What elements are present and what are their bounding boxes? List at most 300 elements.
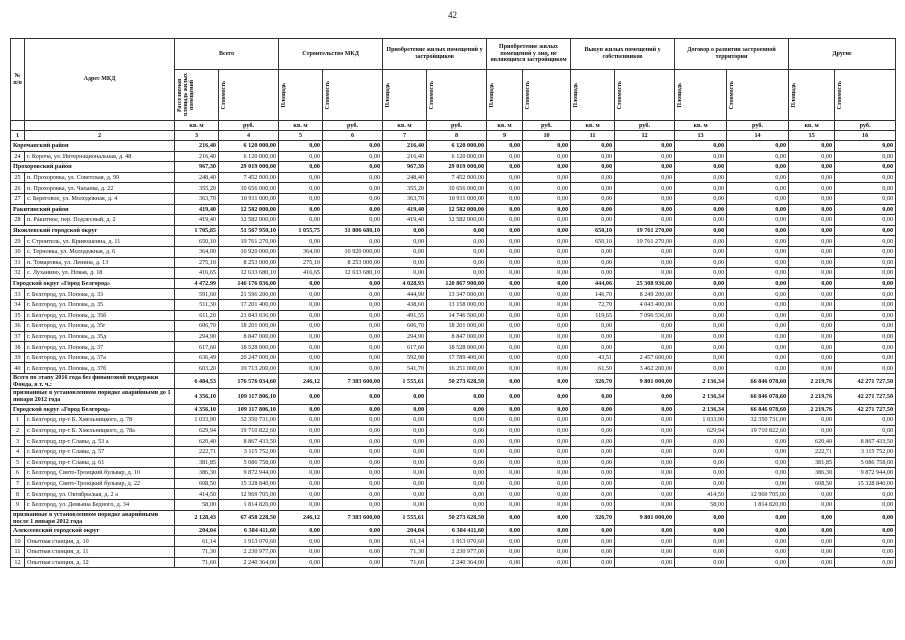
value-cell: 0,00 <box>727 557 789 568</box>
column-number: 14 <box>727 131 789 141</box>
column-number: 10 <box>523 131 571 141</box>
value-cell: 0,00 <box>487 389 523 404</box>
row-number: 4 <box>11 446 25 457</box>
value-cell: 0,00 <box>279 215 323 226</box>
value-cell: 51 567 950,10 <box>219 225 279 236</box>
value-cell: 0,00 <box>487 468 523 479</box>
value-cell: 0,00 <box>523 236 571 247</box>
value-cell: 0,00 <box>487 546 523 557</box>
table-row <box>11 468 896 479</box>
value-cell: 0,00 <box>615 499 675 510</box>
value-cell: 120 867 900,00 <box>427 278 487 289</box>
table-row <box>11 415 896 426</box>
value-cell: 0,00 <box>487 299 523 310</box>
address-cell: г. Белгород, ул. Попова, д. 35б <box>25 310 175 321</box>
value-cell: 620,40 <box>789 436 835 447</box>
value-cell: 0,00 <box>615 141 675 152</box>
value-cell: 0,00 <box>427 246 487 257</box>
value-cell: 0,00 <box>789 204 835 215</box>
value-cell: 0,00 <box>383 446 427 457</box>
value-cell: 66 846 078,60 <box>727 389 789 404</box>
value-cell: 0,00 <box>523 310 571 321</box>
value-cell: 0,00 <box>487 151 523 162</box>
value-cell: 0,00 <box>615 183 675 194</box>
value-cell: 1 814 820,00 <box>219 499 279 510</box>
value-cell: 6 384 411,60 <box>427 525 487 536</box>
value-cell: 0,00 <box>487 352 523 363</box>
value-cell: 0,00 <box>675 321 727 332</box>
value-cell: 19 761 270,00 <box>615 225 675 236</box>
value-cell: 6 120 000,00 <box>219 141 279 152</box>
value-cell: 0,00 <box>835 342 896 353</box>
value-cell: 0,00 <box>789 415 835 426</box>
value-cell: 0,00 <box>675 436 727 447</box>
summary-row <box>11 389 896 404</box>
value-cell: 0,00 <box>323 557 383 568</box>
value-cell: 4 043 400,00 <box>615 299 675 310</box>
value-cell: 61,14 <box>175 536 219 547</box>
group-row <box>11 204 896 215</box>
address-cell: г. Белгород, ул. Попова, д. 37а <box>25 352 175 363</box>
value-cell: 248,40 <box>383 172 427 183</box>
address-cell: г. Белгород, пр-т Славы, д. 61 <box>25 457 175 468</box>
value-cell: 491,55 <box>383 310 427 321</box>
value-cell: 31 806 680,10 <box>323 225 383 236</box>
address-cell: г. Белгород, ул. Октябрьская, д. 2 а <box>25 489 175 500</box>
value-cell: 1 033,90 <box>675 415 727 426</box>
value-cell: 0,00 <box>789 257 835 268</box>
value-cell: 0,00 <box>279 425 323 436</box>
value-cell: 0,00 <box>523 510 571 525</box>
value-cell: 6 120 000,00 <box>427 141 487 152</box>
value-cell: 0,00 <box>789 489 835 500</box>
table-body <box>11 141 896 568</box>
value-cell: 0,00 <box>487 204 523 215</box>
value-cell: 0,00 <box>727 546 789 557</box>
value-cell: 17 789 400,00 <box>427 352 487 363</box>
table-row <box>11 342 896 353</box>
row-number: 12 <box>11 557 25 568</box>
header-subcolumn: Стоимость <box>615 70 675 121</box>
value-cell: 0,00 <box>383 236 427 247</box>
value-cell: 1 555,61 <box>383 374 427 389</box>
value-cell: 0,00 <box>523 352 571 363</box>
table-row <box>11 425 896 436</box>
header-row-groups <box>11 39 896 70</box>
value-cell: 0,00 <box>835 215 896 226</box>
value-cell: 32 350 731,00 <box>727 415 789 426</box>
value-cell: 6 120 000,00 <box>219 151 279 162</box>
value-cell: 606,70 <box>383 321 427 332</box>
header-subcolumn: Площадь <box>789 70 835 121</box>
unit-cell: кв. м <box>675 121 727 131</box>
value-cell: 4 472,99 <box>175 278 219 289</box>
value-cell: 0,00 <box>323 404 383 415</box>
value-cell: 0,00 <box>523 525 571 536</box>
value-cell: 0,00 <box>835 525 896 536</box>
row-number: 33 <box>11 289 25 300</box>
value-cell: 0,00 <box>487 478 523 489</box>
value-cell: 0,00 <box>675 342 727 353</box>
value-cell: 0,00 <box>675 546 727 557</box>
value-cell: 275,10 <box>175 257 219 268</box>
value-cell: 0,00 <box>523 172 571 183</box>
value-cell: 0,00 <box>727 446 789 457</box>
value-cell: 0,00 <box>835 151 896 162</box>
value-cell: 0,00 <box>789 225 835 236</box>
value-cell: 19 713 200,00 <box>219 363 279 374</box>
address-cell: г. Строитель, ул. Кривошеина, д. 11 <box>25 236 175 247</box>
value-cell: 1 055,75 <box>279 225 323 236</box>
value-cell: 19 710 822,60 <box>219 425 279 436</box>
value-cell: 0,00 <box>727 257 789 268</box>
value-cell: 0,00 <box>279 204 323 215</box>
value-cell: 8 249 200,00 <box>615 289 675 300</box>
unit-cell: руб. <box>427 121 487 131</box>
value-cell: 204,04 <box>175 525 219 536</box>
value-cell: 19 761 270,00 <box>219 236 279 247</box>
value-cell: 0,00 <box>615 457 675 468</box>
value-cell: 0,00 <box>487 536 523 547</box>
group-label: Городской округ «Город Белгород» <box>11 278 175 289</box>
value-cell: 0,00 <box>523 321 571 332</box>
value-cell: 15 328 840,00 <box>219 478 279 489</box>
value-cell: 0,00 <box>279 342 323 353</box>
value-cell: 0,00 <box>279 278 323 289</box>
value-cell: 0,00 <box>487 331 523 342</box>
group-label: Корочанский район <box>11 141 175 152</box>
value-cell: 0,00 <box>427 468 487 479</box>
value-cell: 42 271 727,50 <box>835 374 896 389</box>
value-cell: 0,00 <box>427 236 487 247</box>
value-cell: 0,00 <box>279 415 323 426</box>
value-cell: 3 115 752,00 <box>219 446 279 457</box>
row-number: 10 <box>11 536 25 547</box>
value-cell: 12 582 000,00 <box>219 215 279 226</box>
value-cell: 636,49 <box>175 352 219 363</box>
value-cell: 12 582 000,00 <box>219 204 279 215</box>
group-label: Яковлевский городской округ <box>11 225 175 236</box>
row-number: 5 <box>11 457 25 468</box>
value-cell: 0,00 <box>279 436 323 447</box>
address-cell: п. Томаровка, ул. Ленина, д. 13 <box>25 257 175 268</box>
group-row <box>11 278 896 289</box>
value-cell: 0,00 <box>383 425 427 436</box>
value-cell: 2 230 977,00 <box>219 546 279 557</box>
value-cell: 216,40 <box>175 141 219 152</box>
value-cell: 0,00 <box>615 536 675 547</box>
value-cell: 10 920 000,00 <box>219 246 279 257</box>
value-cell: 0,00 <box>383 457 427 468</box>
group-row <box>11 525 896 536</box>
value-cell: 12 582 000,00 <box>427 215 487 226</box>
value-cell: 0,00 <box>615 415 675 426</box>
table-row <box>11 499 896 510</box>
value-cell: 0,00 <box>571 172 615 183</box>
value-cell: 7 096 536,00 <box>615 310 675 321</box>
value-cell: 0,00 <box>279 193 323 204</box>
address-cell: с. Береговое, ул. Молодежная, д. 4 <box>25 193 175 204</box>
value-cell: 0,00 <box>487 310 523 321</box>
value-cell: 2 240 364,00 <box>219 557 279 568</box>
row-number: 6 <box>11 468 25 479</box>
value-cell: 246,12 <box>279 510 323 525</box>
value-cell: 0,00 <box>835 257 896 268</box>
value-cell: 591,60 <box>175 289 219 300</box>
value-cell: 0,00 <box>323 342 383 353</box>
value-cell: 0,00 <box>571 425 615 436</box>
value-cell: 0,00 <box>279 536 323 547</box>
value-cell: 0,00 <box>323 299 383 310</box>
value-cell: 0,00 <box>789 183 835 194</box>
value-cell: 18 528 000,00 <box>427 342 487 353</box>
value-cell: 0,00 <box>571 331 615 342</box>
value-cell: 0,00 <box>675 536 727 547</box>
value-cell: 0,00 <box>279 289 323 300</box>
value-cell: 0,00 <box>835 172 896 183</box>
value-cell: 3 115 752,00 <box>835 446 896 457</box>
value-cell: 0,00 <box>523 141 571 152</box>
table-row <box>11 289 896 300</box>
value-cell: 66 846 078,60 <box>727 374 789 389</box>
value-cell: 2 219,76 <box>789 389 835 404</box>
column-number: 16 <box>835 131 896 141</box>
value-cell: 0,00 <box>835 415 896 426</box>
value-cell: 0,00 <box>487 215 523 226</box>
value-cell: 0,00 <box>523 457 571 468</box>
group-label: Прохоровский район <box>11 162 175 173</box>
value-cell: 6 384 411,60 <box>219 525 279 536</box>
value-cell: 0,00 <box>523 557 571 568</box>
value-cell: 386,30 <box>175 468 219 479</box>
value-cell: 2 128,43 <box>175 510 219 525</box>
value-cell: 0,00 <box>675 299 727 310</box>
value-cell: 2 136,34 <box>675 404 727 415</box>
row-number: 27 <box>11 193 25 204</box>
value-cell: 9 872 944,00 <box>219 468 279 479</box>
value-cell: 19 710 822,60 <box>727 425 789 436</box>
value-cell: 0,00 <box>789 536 835 547</box>
value-cell: 119,65 <box>571 310 615 321</box>
header-subcolumn: Расселяемая площадь жилых помещений <box>175 70 219 121</box>
value-cell: 419,40 <box>175 204 219 215</box>
row-number: 2 <box>11 425 25 436</box>
row-number: 9 <box>11 499 25 510</box>
value-cell: 0,00 <box>789 141 835 152</box>
value-cell: 0,00 <box>835 141 896 152</box>
value-cell: 0,00 <box>789 352 835 363</box>
value-cell: 0,00 <box>323 415 383 426</box>
value-cell: 0,00 <box>383 478 427 489</box>
value-cell: 204,04 <box>383 525 427 536</box>
row-number: 28 <box>11 215 25 226</box>
value-cell: 0,00 <box>487 193 523 204</box>
value-cell: 0,00 <box>487 246 523 257</box>
value-cell: 0,00 <box>675 352 727 363</box>
value-cell: 0,00 <box>675 525 727 536</box>
value-cell: 12 633 680,10 <box>323 268 383 279</box>
value-cell: 0,00 <box>427 489 487 500</box>
table-row <box>11 363 896 374</box>
value-cell: 10 656 000,00 <box>219 183 279 194</box>
summary-label: Всего по этапу 2016 года без финансовой поддержки Фонда, в т. ч.: <box>11 374 175 389</box>
group-label: Городской округ «Город Белгород» <box>11 404 175 415</box>
value-cell: 8 867 433,50 <box>835 436 896 447</box>
value-cell: 0,00 <box>427 457 487 468</box>
unit-cell: кв. м <box>175 121 219 131</box>
table-row <box>11 236 896 247</box>
value-cell: 0,00 <box>323 352 383 363</box>
header-group-other: Другие <box>789 39 896 70</box>
value-cell: 0,00 <box>835 536 896 547</box>
unit-cell: кв. м <box>383 121 427 131</box>
value-cell: 355,20 <box>383 183 427 194</box>
value-cell: 248,40 <box>175 172 219 183</box>
value-cell: 0,00 <box>789 499 835 510</box>
value-cell: 7 452 000,00 <box>427 172 487 183</box>
unit-cell: руб. <box>323 121 383 131</box>
value-cell: 0,00 <box>323 536 383 547</box>
row-number: 8 <box>11 489 25 500</box>
value-cell: 0,00 <box>789 246 835 257</box>
value-cell: 0,00 <box>835 546 896 557</box>
value-cell: 2 240 364,00 <box>427 557 487 568</box>
value-cell: 0,00 <box>615 404 675 415</box>
value-cell: 0,00 <box>279 151 323 162</box>
value-cell: 0,00 <box>279 457 323 468</box>
value-cell: 0,00 <box>323 172 383 183</box>
value-cell: 0,00 <box>323 489 383 500</box>
value-cell: 0,00 <box>675 236 727 247</box>
table-row <box>11 310 896 321</box>
value-cell: 0,00 <box>835 363 896 374</box>
value-cell: 629,94 <box>175 425 219 436</box>
value-cell: 0,00 <box>279 557 323 568</box>
value-cell: 6 120 000,00 <box>427 151 487 162</box>
value-cell: 0,00 <box>323 499 383 510</box>
value-cell: 0,00 <box>615 193 675 204</box>
value-cell: 0,00 <box>789 331 835 342</box>
value-cell: 0,00 <box>615 425 675 436</box>
value-cell: 0,00 <box>523 278 571 289</box>
table-row <box>11 268 896 279</box>
value-cell: 29 019 000,00 <box>427 162 487 173</box>
value-cell: 0,00 <box>727 278 789 289</box>
value-cell: 1 913 070,60 <box>427 536 487 547</box>
value-cell: 0,00 <box>427 436 487 447</box>
value-cell: 0,00 <box>571 478 615 489</box>
value-cell: 29 019 000,00 <box>219 162 279 173</box>
value-cell: 0,00 <box>487 436 523 447</box>
value-cell: 0,00 <box>615 331 675 342</box>
value-cell: 0,00 <box>571 489 615 500</box>
value-cell: 0,00 <box>427 446 487 457</box>
value-cell: 0,00 <box>675 557 727 568</box>
value-cell: 0,00 <box>835 183 896 194</box>
value-cell: 326,70 <box>571 510 615 525</box>
value-cell: 611,20 <box>175 310 219 321</box>
value-cell: 0,00 <box>323 162 383 173</box>
header-no: № п/п <box>11 39 25 121</box>
value-cell: 0,00 <box>427 389 487 404</box>
value-cell: 0,00 <box>835 352 896 363</box>
value-cell: 592,98 <box>383 352 427 363</box>
value-cell: 0,00 <box>571 268 615 279</box>
value-cell: 0,00 <box>835 236 896 247</box>
value-cell: 0,00 <box>615 468 675 479</box>
value-cell: 0,00 <box>279 489 323 500</box>
value-cell: 21 596 200,00 <box>219 289 279 300</box>
unit-cell: руб. <box>615 121 675 131</box>
value-cell: 0,00 <box>523 425 571 436</box>
value-cell: 0,00 <box>675 215 727 226</box>
value-cell: 0,00 <box>571 457 615 468</box>
address-cell: п. Ракитное, пер. Подлесный, д. 2 <box>25 215 175 226</box>
value-cell: 0,00 <box>727 236 789 247</box>
value-cell: 0,00 <box>615 268 675 279</box>
value-cell: 216,40 <box>383 141 427 152</box>
value-cell: 7 383 600,00 <box>323 374 383 389</box>
value-cell: 10 656 000,00 <box>427 183 487 194</box>
unit-cell: руб. <box>523 121 571 131</box>
table-row <box>11 489 896 500</box>
address-cell: п. Прохоровка, ул. Советская, д. 99 <box>25 172 175 183</box>
value-cell: 0,00 <box>675 162 727 173</box>
value-cell: 66 846 078,60 <box>727 404 789 415</box>
value-cell: 0,00 <box>571 546 615 557</box>
value-cell: 0,00 <box>279 468 323 479</box>
value-cell: 0,00 <box>727 478 789 489</box>
value-cell: 0,00 <box>279 478 323 489</box>
address-cell: г. Белгород, пр-т Б. Хмельницкого, д. 78 <box>25 415 175 426</box>
value-cell: 0,00 <box>323 141 383 152</box>
value-cell: 19 761 270,00 <box>615 236 675 247</box>
value-cell: 0,00 <box>279 321 323 332</box>
value-cell: 4 028,93 <box>383 278 427 289</box>
value-cell: 146,70 <box>571 289 615 300</box>
value-cell: 0,00 <box>279 331 323 342</box>
table-row <box>11 151 896 162</box>
value-cell: 2 230 977,00 <box>427 546 487 557</box>
value-cell: 0,00 <box>279 546 323 557</box>
value-cell: 0,00 <box>835 225 896 236</box>
header-subcolumn: Площадь <box>279 70 323 121</box>
value-cell: 650,10 <box>571 236 615 247</box>
column-numbers-row <box>11 131 896 141</box>
value-cell: 0,00 <box>615 321 675 332</box>
value-cell: 0,00 <box>323 183 383 194</box>
value-cell: 0,00 <box>789 363 835 374</box>
address-cell: Опытная станция, д. 11 <box>25 546 175 557</box>
value-cell: 0,00 <box>523 536 571 547</box>
table-row <box>11 193 896 204</box>
value-cell: 71,30 <box>383 546 427 557</box>
value-cell: 0,00 <box>789 278 835 289</box>
value-cell: 0,00 <box>487 525 523 536</box>
value-cell: 176 576 034,60 <box>219 374 279 389</box>
address-cell: г. Белгород, ул. Попова, д. 35г <box>25 321 175 332</box>
value-cell: 216,40 <box>383 151 427 162</box>
value-cell: 146 176 836,00 <box>219 278 279 289</box>
group-row <box>11 225 896 236</box>
value-cell: 0,00 <box>615 151 675 162</box>
value-cell: 0,00 <box>835 204 896 215</box>
value-cell: 25 308 936,00 <box>615 278 675 289</box>
value-cell: 0,00 <box>727 141 789 152</box>
row-number: 7 <box>11 478 25 489</box>
value-cell: 222,71 <box>175 446 219 457</box>
value-cell: 14 746 500,00 <box>427 310 487 321</box>
